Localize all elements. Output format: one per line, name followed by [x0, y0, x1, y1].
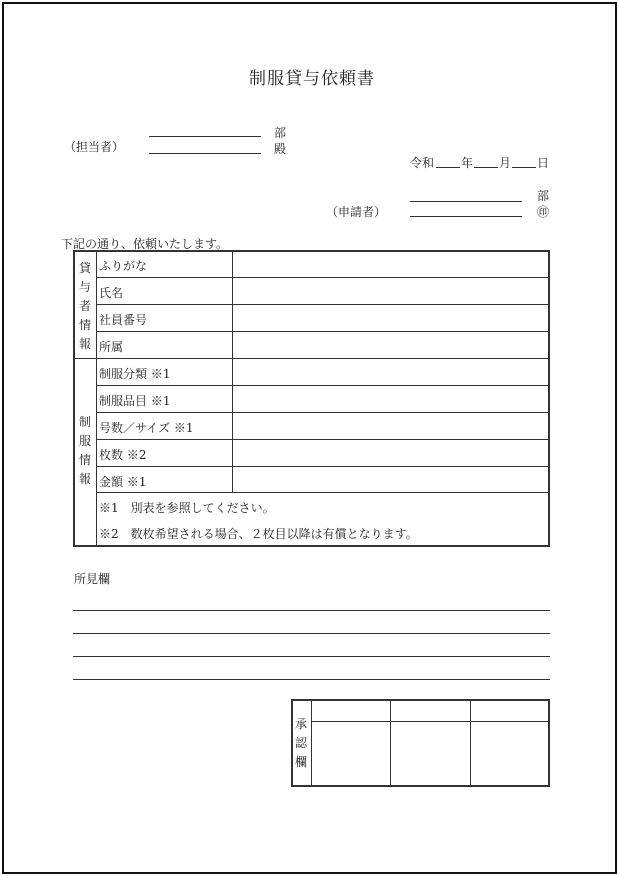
date-year-line[interactable]	[436, 167, 460, 168]
row-divider	[96, 385, 549, 386]
document-page	[2, 2, 617, 874]
approval-stamp-cell-2[interactable]	[391, 722, 470, 785]
notes-divider	[96, 492, 549, 493]
applicant-name-line[interactable]	[410, 216, 522, 217]
intro-text: 下記の通り、依頼いたします。	[61, 237, 229, 251]
row-label-furigana: ふりがな	[99, 259, 148, 273]
dono-suffix: 殿	[274, 142, 287, 156]
note-1: ※1 別表を参照してください。	[99, 501, 275, 515]
uniform-group-label: 制 服 情 報	[78, 415, 91, 486]
value-column-divider-upper	[232, 250, 233, 492]
date-era: 令和	[410, 156, 435, 170]
row-label-quantity: 枚数 ※2	[99, 448, 147, 462]
remarks-label: 所見欄	[74, 572, 111, 586]
row-divider	[96, 466, 549, 467]
row-label-affiliation: 所属	[99, 340, 124, 354]
applicant-department-line[interactable]	[410, 201, 522, 202]
remarks-line[interactable]	[73, 679, 550, 680]
shinseisha-label: （申請者）	[326, 205, 387, 219]
note-2: ※2 数枚希望される場合、２枚目以降は有償となります。	[99, 527, 418, 541]
row-label-uniform-item: 制服品目 ※1	[99, 394, 171, 408]
row-label-size: 号数／サイズ ※1	[99, 421, 194, 435]
row-divider	[96, 439, 549, 440]
row-divider	[96, 331, 549, 332]
applicant-department-suffix: 部	[537, 189, 550, 203]
remarks-line[interactable]	[73, 656, 550, 657]
date-month-suffix: 月	[499, 156, 512, 170]
row-label-amount: 金額 ※1	[99, 475, 147, 489]
remarks-line[interactable]	[73, 633, 550, 634]
date-year-suffix: 年	[461, 156, 474, 170]
section-divider	[73, 358, 550, 359]
approval-stamp-cell-1[interactable]	[312, 722, 390, 785]
row-divider	[96, 304, 549, 305]
row-divider	[96, 277, 549, 278]
row-label-uniform-category: 制服分類 ※1	[99, 367, 171, 381]
date-month-line[interactable]	[474, 167, 498, 168]
recipient-department-suffix: 部	[274, 126, 287, 140]
approval-stamp-cell-3[interactable]	[471, 722, 548, 785]
row-label-employee-number: 社員番号	[99, 313, 148, 327]
row-divider	[96, 412, 549, 413]
seal-mark: ㊞	[537, 205, 550, 219]
date-day-line[interactable]	[512, 167, 536, 168]
date-day-suffix: 日	[537, 156, 550, 170]
lender-group-label: 貸 与 者 情 報	[78, 261, 91, 351]
recipient-department-line[interactable]	[149, 136, 261, 137]
remarks-line[interactable]	[73, 610, 550, 611]
tantousha-label: （担当者）	[64, 140, 125, 154]
group-column-divider	[96, 250, 97, 547]
page-title: 制服貸与依頼書	[249, 69, 375, 89]
recipient-name-line[interactable]	[149, 153, 261, 154]
row-label-name: 氏名	[99, 286, 124, 300]
approval-group-label: 承 認 欄	[294, 717, 307, 769]
